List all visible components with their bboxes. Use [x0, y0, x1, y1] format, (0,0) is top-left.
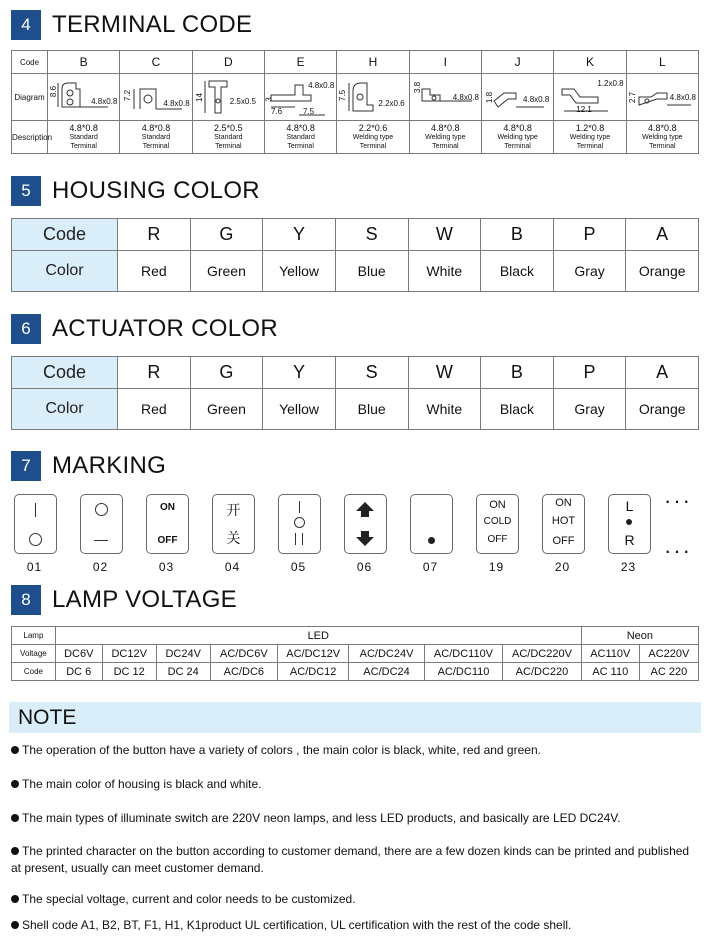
voltage-cell: AC/DC24V: [349, 645, 424, 663]
color-name: Blue: [335, 389, 408, 430]
dimension-label: 2.7: [627, 91, 637, 104]
voltage-cell: AC/DC220V: [503, 645, 582, 663]
bullet-icon: [11, 780, 19, 788]
more-indicator: ···: [664, 488, 692, 513]
voltage-code-cell: AC/DC110: [424, 663, 502, 681]
terminal-type-suffix: Terminal: [215, 142, 242, 150]
terminal-diagram-j: [481, 74, 553, 121]
line-symbol: [35, 503, 36, 517]
terminal-size: 4.8*0.8: [431, 122, 460, 133]
color-code: A: [626, 357, 699, 389]
marking-code: 01: [26, 560, 43, 574]
marking-text-bottom: 关: [226, 531, 241, 547]
section-header-housing: [11, 176, 260, 206]
row-label-code: Code: [12, 51, 48, 74]
marking-text-top: 开: [226, 503, 241, 519]
terminal-description: [337, 121, 409, 154]
terminal-type-suffix: Terminal: [142, 142, 170, 150]
row-label-code: Code: [12, 219, 118, 251]
section-title: MARKING: [52, 452, 167, 479]
bullet-icon: [11, 746, 19, 754]
neon-group-label: Neon: [581, 627, 698, 645]
terminal-code: H: [337, 51, 409, 74]
color-code: Y: [263, 357, 336, 389]
color-code: G: [190, 357, 263, 389]
dimension-label: 4.8x0.8: [452, 93, 479, 102]
dimension-label: 4.8x0.8: [163, 99, 190, 108]
color-name: Orange: [626, 251, 699, 292]
dimension-label: 12.1: [576, 105, 592, 114]
marking-switch-06: [344, 494, 387, 554]
color-name: Black: [481, 251, 554, 292]
dimension-label: 3.8: [412, 81, 422, 94]
marking-text-top: ON: [489, 499, 506, 511]
row-label-code: Code: [12, 663, 56, 681]
color-code: P: [553, 357, 626, 389]
terminal-size: 1.2*0.8: [575, 122, 605, 133]
section-title: HOUSING COLOR: [52, 177, 260, 204]
section-number: 8: [11, 585, 41, 615]
dimension-label: 2.2x0.6: [378, 99, 405, 108]
marking-switch-04: [212, 494, 255, 554]
dimension-label: 7.2: [123, 89, 133, 102]
terminal-drawing: [337, 75, 405, 119]
terminal-code-table: [11, 50, 699, 154]
note-text: The special voltage, current and color needs to be customized.: [22, 892, 356, 906]
color-code: B: [481, 357, 554, 389]
color-name: Green: [190, 389, 263, 430]
marking-text-top: ON: [160, 502, 175, 513]
terminal-type-suffix: Terminal: [649, 142, 676, 150]
marking-code: 03: [158, 560, 175, 574]
lamp-voltage-table: [11, 626, 699, 681]
terminal-type: Welding type: [497, 133, 538, 141]
terminal-code: J: [481, 51, 553, 74]
terminal-size: 4.8*0.8: [141, 122, 171, 133]
row-label-description: Description: [12, 121, 48, 154]
row-label-color: Color: [12, 251, 118, 292]
color-code: A: [626, 219, 699, 251]
row-label-voltage: Voltage: [12, 645, 56, 663]
section-header-terminal: [11, 10, 252, 40]
color-name: White: [408, 251, 481, 292]
terminal-code: B: [48, 51, 120, 74]
note-text: Shell code A1, B2, BT, F1, H1, K1product UL certification, UL certification with the rest of the code shell.: [22, 918, 572, 932]
section-header-lamp: [11, 585, 237, 615]
section-number: 7: [11, 451, 41, 481]
terminal-size: 2.5*0.5: [214, 122, 243, 133]
terminal-description: [481, 121, 553, 154]
color-name: Gray: [553, 389, 626, 430]
color-code: S: [335, 357, 408, 389]
terminal-type: Welding type: [425, 133, 466, 141]
marking-code: 20: [554, 560, 571, 574]
dimension-label: 2.5x0.5: [229, 97, 256, 106]
voltage-code-cell: AC/DC24: [349, 663, 424, 681]
color-name: Orange: [626, 389, 699, 430]
marking-switch-19: [476, 494, 519, 554]
marking-switch-23: [608, 494, 651, 554]
actuator-color-table: [11, 356, 699, 430]
row-label-diagram: Diagram: [12, 74, 48, 121]
line-symbol: [295, 533, 296, 545]
terminal-type-suffix: Terminal: [287, 142, 314, 150]
voltage-cell: AC/DC6V: [210, 645, 277, 663]
color-name: Yellow: [263, 251, 336, 292]
terminal-diagram-k: [554, 74, 626, 121]
terminal-diagram-i: [409, 74, 481, 121]
voltage-cell: AC220V: [639, 645, 698, 663]
marking-code: 23: [620, 560, 637, 574]
note-text: The operation of the button have a variety of colors , the main color is black, white, red and green.: [22, 743, 541, 757]
dimension-label: 7.6: [270, 107, 283, 116]
bullet-icon: [11, 814, 19, 822]
voltage-cell: DC12V: [102, 645, 156, 663]
terminal-size: 4.8*0.8: [503, 122, 532, 133]
color-code: S: [335, 219, 408, 251]
dimension-label: 1.8: [485, 91, 495, 104]
terminal-code: D: [192, 51, 264, 74]
bullet-icon: [11, 847, 19, 855]
terminal-type: Standard: [286, 133, 315, 141]
terminal-code: L: [626, 51, 698, 74]
dot-symbol: [428, 537, 435, 544]
marking-code: 02: [92, 560, 109, 574]
marking-code: 06: [356, 560, 373, 574]
color-name: Black: [481, 389, 554, 430]
dimension-label: 4.8x0.8: [523, 95, 550, 104]
voltage-cell: AC/DC12V: [277, 645, 348, 663]
terminal-description: [48, 121, 120, 154]
terminal-description: [120, 121, 192, 154]
color-code: R: [118, 219, 191, 251]
marking-text-bottom: OFF: [487, 534, 508, 545]
terminal-size: 4.8*0.8: [286, 122, 315, 133]
voltage-code-cell: DC 24: [156, 663, 210, 681]
section-title: TERMINAL CODE: [52, 11, 253, 38]
marking-text-bottom: OFF: [157, 535, 178, 546]
color-name: Yellow: [263, 389, 336, 430]
dimension-label: 1.2x0.8: [597, 79, 624, 88]
note-item: [11, 891, 701, 908]
dimension-label: 4.8x0.8: [669, 93, 696, 102]
color-name: Green: [190, 251, 263, 292]
terminal-size: 4.8*0.8: [648, 122, 677, 133]
section-number: 6: [11, 314, 41, 344]
note-header: [9, 702, 701, 733]
terminal-description: [554, 121, 626, 154]
line-symbol: [94, 540, 108, 541]
color-name: White: [408, 389, 481, 430]
terminal-type: Standard: [69, 133, 98, 141]
terminal-code: E: [264, 51, 336, 74]
marking-switch-03: [146, 494, 189, 554]
terminal-code: K: [554, 51, 626, 74]
color-code: R: [118, 357, 191, 389]
voltage-code-cell: DC 12: [102, 663, 156, 681]
color-code: W: [408, 357, 481, 389]
marking-text-middle: HOT: [551, 515, 576, 527]
terminal-diagram-e: [264, 74, 336, 121]
marking-code: 04: [224, 560, 241, 574]
bullet-icon: [11, 895, 19, 903]
more-indicator: ···: [664, 538, 692, 563]
marking-text-top: L: [625, 498, 634, 514]
terminal-diagram-d: [192, 74, 264, 121]
up-down-arrow-icon: [345, 495, 386, 553]
terminal-diagram-b: [48, 74, 120, 121]
terminal-description: [264, 121, 336, 154]
terminal-description: [409, 121, 481, 154]
marking-code: 05: [290, 560, 307, 574]
voltage-code-cell: AC/DC6: [210, 663, 277, 681]
color-name: Red: [118, 389, 191, 430]
section-number: 5: [11, 176, 41, 206]
color-name: Blue: [335, 251, 408, 292]
color-code: W: [408, 219, 481, 251]
voltage-cell: AC/DC110V: [424, 645, 502, 663]
terminal-type-suffix: Terminal: [504, 142, 531, 150]
marking-text-bottom: R: [624, 532, 635, 548]
dimension-label: 4.8x0.8: [91, 97, 118, 106]
terminal-type: Standard: [214, 133, 243, 141]
line-symbol: [299, 501, 300, 513]
voltage-code-cell: AC 110: [581, 663, 639, 681]
terminal-diagram-l: [626, 74, 698, 121]
terminal-size: 4.8*0.8: [69, 122, 98, 133]
note-item: [11, 917, 701, 934]
note-item: [11, 810, 701, 827]
section-title: ACTUATOR COLOR: [52, 315, 279, 342]
terminal-type-suffix: Terminal: [70, 142, 97, 150]
marking-switch-20: [542, 494, 585, 554]
terminal-type: Welding type: [642, 133, 683, 141]
voltage-code-cell: DC 6: [55, 663, 102, 681]
color-code: P: [553, 219, 626, 251]
note-text: The printed character on the button according to customer demand, there are a few dozen kinds can be printed and published at present, usually can meet customer demand.: [11, 844, 690, 875]
note-title: NOTE: [18, 705, 77, 729]
marking-text-bottom: OFF: [552, 535, 575, 547]
dot-symbol: [626, 519, 632, 525]
terminal-type-suffix: Terminal: [576, 142, 604, 150]
color-name: Gray: [553, 251, 626, 292]
bullet-icon: [11, 921, 19, 929]
section-header-actuator: [11, 314, 278, 344]
voltage-code-cell: AC/DC220: [503, 663, 582, 681]
row-label-lamp: Lamp: [12, 627, 56, 645]
housing-color-table: [11, 218, 699, 292]
marking-switch-05: [278, 494, 321, 554]
terminal-type: Welding type: [569, 133, 611, 141]
terminal-size: 2.2*0.6: [358, 122, 388, 133]
dimension-label: 4.8x0.8: [308, 81, 335, 90]
dimension-label: 8.6: [49, 85, 59, 98]
dimension-label: 7.5: [338, 89, 348, 102]
color-name: Red: [118, 251, 191, 292]
terminal-type-suffix: Terminal: [432, 142, 459, 150]
color-code: B: [481, 219, 554, 251]
marking-text-middle: COLD: [483, 516, 512, 527]
row-label-color: Color: [12, 389, 118, 430]
section-header-marking: [11, 451, 166, 481]
dimension-label: 7.5: [302, 107, 315, 116]
color-code: G: [190, 219, 263, 251]
terminal-code: I: [409, 51, 481, 74]
note-item: [11, 843, 701, 877]
dimension-label: 14: [194, 93, 204, 102]
terminal-description: [192, 121, 264, 154]
terminal-description: [626, 121, 698, 154]
terminal-type: Standard: [141, 133, 171, 141]
voltage-cell: AC110V: [581, 645, 639, 663]
note-text: The main color of housing is black and white.: [22, 777, 262, 791]
marking-switch-02: [80, 494, 123, 554]
circle-symbol: [294, 517, 305, 528]
circle-symbol: [29, 533, 42, 546]
marking-code: 07: [422, 560, 439, 574]
marking-code: 19: [488, 560, 505, 574]
terminal-diagram-h: [337, 74, 409, 121]
note-item: [11, 776, 701, 793]
voltage-code-cell: AC 220: [639, 663, 698, 681]
note-text: The main types of illuminate switch are 220V neon lamps, and less LED products, and basically are LED DC24V.: [22, 811, 621, 825]
section-title: LAMP VOLTAGE: [52, 586, 237, 613]
marking-switch-07: [410, 494, 453, 554]
voltage-cell: DC6V: [55, 645, 102, 663]
row-label-code: Code: [12, 357, 118, 389]
led-group-label: LED: [55, 627, 581, 645]
voltage-cell: DC24V: [156, 645, 210, 663]
terminal-type: Welding type: [352, 133, 394, 141]
terminal-type-suffix: Terminal: [359, 142, 387, 150]
section-number: 4: [11, 10, 41, 40]
voltage-code-cell: AC/DC12: [277, 663, 348, 681]
marking-switch-01: [14, 494, 57, 554]
terminal-code: C: [120, 51, 192, 74]
dimension-label: 3: [264, 97, 274, 102]
circle-symbol: [95, 503, 108, 516]
note-item: [11, 742, 701, 759]
color-code: Y: [263, 219, 336, 251]
line-symbol: [302, 533, 303, 545]
terminal-diagram-c: [120, 74, 192, 121]
marking-text-top: ON: [555, 497, 572, 509]
